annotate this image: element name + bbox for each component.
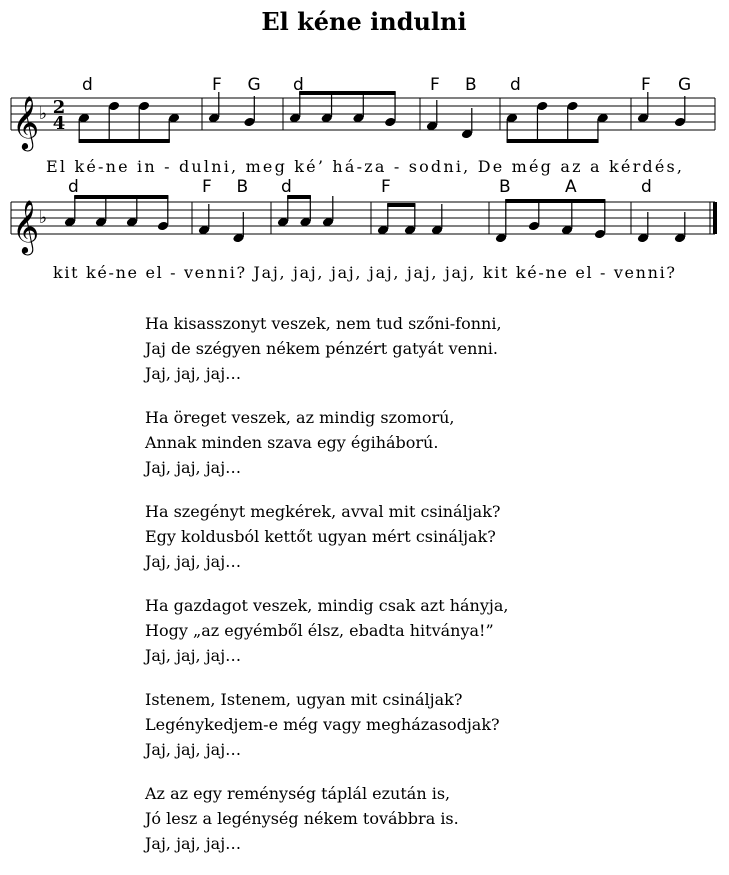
lyric-line: El ké-ne in - dulni, meg ké’ há-za - sodni, De még az a kérdés,	[46, 157, 683, 176]
time-signature-top: 2	[52, 97, 66, 118]
verse-stanza	[145, 405, 705, 480]
beam	[505, 199, 605, 203]
staff-2	[11, 177, 717, 255]
verse-line: Ha gazdagot veszek, mindig csak azt hányja,	[145, 596, 509, 615]
verse-line: Istenem, Istenem, ugyan mit csináljak?	[145, 690, 463, 709]
verse-line: Jaj, jaj, jaj…	[145, 834, 242, 853]
beam	[387, 203, 415, 207]
time-signature-bottom: 4	[52, 113, 66, 134]
chord-symbol: F	[381, 177, 391, 197]
verse-line: Hogy „az egyémből élsz, ebadta hitványa!”	[145, 621, 494, 640]
chord-symbol: G	[678, 75, 692, 95]
chord-symbol: d	[281, 177, 292, 197]
chord-symbol: B	[236, 177, 249, 197]
verse-line: Ha kisasszonyt veszek, nem tud szőni-fonni,	[145, 314, 502, 333]
chord-symbol: G	[247, 75, 261, 95]
chord-symbol: d	[82, 75, 93, 95]
verse-line: Jaj, jaj, jaj…	[145, 646, 242, 665]
verse-line: Legénykedjem-e még vagy megházasodjak?	[145, 715, 500, 734]
verse-line: Az az egy reménység táplál ezután is,	[145, 784, 451, 803]
beam	[74, 195, 168, 199]
verse-line: Jaj, jaj, jaj…	[145, 552, 242, 571]
verse-line: Jó lesz a legénység nékem továbbra is.	[145, 809, 459, 828]
song-title: El kéne indulni	[261, 7, 467, 36]
chord-symbol: d	[68, 177, 79, 197]
verse-line: Jaj, jaj, jaj…	[145, 458, 242, 477]
chord-symbol: d	[510, 75, 521, 95]
beam	[79, 139, 170, 143]
verse-line: Jaj, jaj, jaj…	[145, 740, 242, 759]
chord-symbol: B	[465, 75, 477, 95]
key-signature-flat: ♭	[39, 208, 48, 228]
beam	[299, 91, 395, 95]
verse-line: Jaj de szégyen nékem pénzért gatyát venni.	[145, 339, 498, 358]
chord-symbol: d	[641, 177, 652, 197]
barline-final	[713, 202, 717, 234]
verse-stanza	[145, 687, 705, 762]
beam	[507, 139, 599, 143]
verse-line: Egy koldusból kettőt ugyan mért csináljak?	[145, 527, 496, 546]
lyric-line: kit ké-ne el - venni? Jaj, jaj, jaj, jaj, jaj, jaj, kit ké-ne el - venni?	[53, 263, 676, 282]
verse-line: Ha szegényt megkérek, avval mit csináljak?	[145, 502, 501, 521]
chord-symbol: F	[202, 177, 212, 197]
chord-symbol: F	[212, 75, 222, 95]
verse-line: Ha öreget veszek, az mindig szomorú,	[145, 408, 455, 427]
verse-stanza	[145, 593, 705, 668]
chord-symbol: d	[293, 75, 304, 95]
verse-line: Jaj, jaj, jaj…	[145, 364, 242, 383]
verse-stanza	[145, 499, 705, 574]
verse-stanza	[145, 311, 705, 386]
key-signature-flat: ♭	[39, 104, 48, 124]
staff-1	[11, 75, 715, 151]
chord-symbol: A	[565, 177, 577, 197]
treble-clef: 𝄞	[12, 95, 40, 149]
verse-stanza	[145, 781, 705, 856]
verse-line: Annak minden szava egy égiháború.	[145, 433, 439, 452]
chord-symbol: F	[430, 75, 440, 95]
chord-symbol: B	[499, 177, 511, 197]
verses-block	[145, 311, 705, 875]
treble-clef: 𝄞	[12, 199, 40, 253]
chord-symbol: F	[641, 75, 651, 95]
